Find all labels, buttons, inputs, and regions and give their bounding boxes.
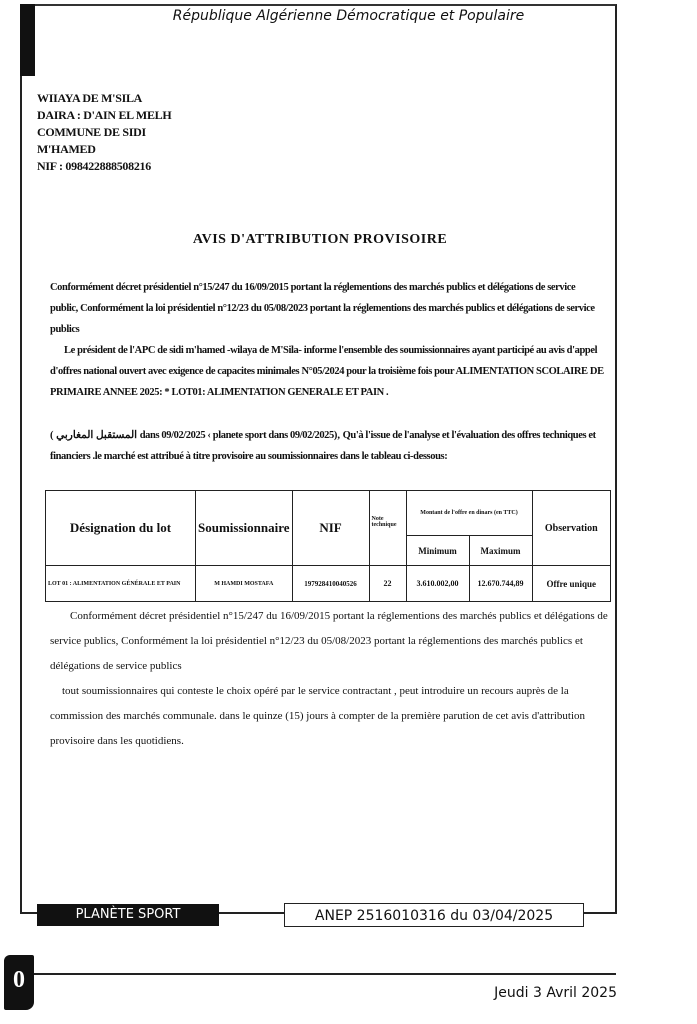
closing-legal: Conformément décret présidentiel n°15/247 du 16/09/2015 portant la réglementions des marchés publics et délégations de service publics, Conformément la loi présidentiel n°12/23 du 05/08/2023 portant la réglementions des marchés publics et délégations de service publics [50, 610, 608, 672]
cell-soumissionnaire: M HAMDI MOSTAFA [196, 566, 293, 602]
header-maximum: Maximum [469, 536, 532, 566]
issue-date: Jeudi 3 Avril 2025 [494, 985, 617, 1001]
header-nif: NIF [292, 491, 369, 566]
address-line: WIIAYA DE M'SILA [37, 91, 143, 105]
cell-minimum: 3.610.002,00 [406, 566, 469, 602]
header-designation: Désignation du lot [46, 491, 196, 566]
paragraph-result: ( المستقبل المغاربي dans 09/02/2025 ‹ planete sport dans 09/02/2025), Qu'à l'issue de l'analyse et l'évaluation des offres techniques et financiers .le marché est attribué à titre provisoire au soumissionnaires dans le tableau ci-dessous: [50, 430, 596, 462]
cell-observation: Offre unique [532, 566, 610, 602]
footer-rule [34, 973, 616, 975]
address-line: DAIRA : D'AIN EL MELH [37, 108, 172, 122]
notice-title: AVIS D'ATTRIBUTION PROVISOIRE [192, 232, 448, 247]
issuer-address [37, 90, 171, 175]
header-minimum: Minimum [406, 536, 469, 566]
attribution-table [45, 490, 611, 602]
anep-reference: ANEP 2516010316 du 03/04/2025 [284, 903, 584, 927]
address-line: NIF : 098422888508216 [37, 159, 151, 173]
republic-header: République Algérienne Démocratique et Populaire [172, 8, 525, 24]
table-row [46, 566, 611, 602]
address-line: M'HAMED [37, 142, 96, 156]
cell-nif: 197928410040526 [292, 566, 369, 602]
page-number: 0 [4, 955, 34, 1010]
closing-recourse: tout soumissionnaires qui conteste le choix opéré par le service contractant , peut introduire un recours auprès de la commission des marchés communale. dans le quinze (15) jours à compter de la première parution de cet avis d'attribution provisoire dans les quotidiens. [50, 685, 586, 747]
cell-designation: LOT 01 : ALIMENTATION GÉNÉRALE ET PAIN [46, 566, 196, 602]
cell-maximum: 12.670.744,89 [469, 566, 532, 602]
paragraph-info: Le président de l'APC de sidi m'hamed -wilaya de M'Sila- informe l'ensemble des soumissionnaires ayant participé au avis d'appel d'offres national ouvert avec exigence de capacites minimales N°05/2024 pour la troisième fois pour ALIMENTATION SCOLAIRE DE PRIMAIRE ANNEE 2025: * LOT01: ALIMENTATION GENERALE ET PAIN . [50, 345, 604, 398]
header-observation: Observation [532, 491, 610, 566]
newspaper-label: PLANÈTE SPORT [37, 904, 219, 926]
header-soumissionnaire: Soumissionnaire [196, 491, 293, 566]
paragraph-legal: Conformément décret présidentiel n°15/247 du 16/09/2015 portant la réglementions des marchés publics et délégations de service public, Conformément la loi présidentiel n°12/23 du 05/08/2023 portant la réglementions des marchés publics et délégations de service publics [50, 282, 595, 335]
header-montant: Montant de l'offre en dinars (en TTC) [406, 491, 532, 536]
address-line: COMMUNE DE SIDI [37, 125, 146, 139]
header-note: Note technique [369, 491, 406, 566]
cell-note: 22 [369, 566, 406, 602]
